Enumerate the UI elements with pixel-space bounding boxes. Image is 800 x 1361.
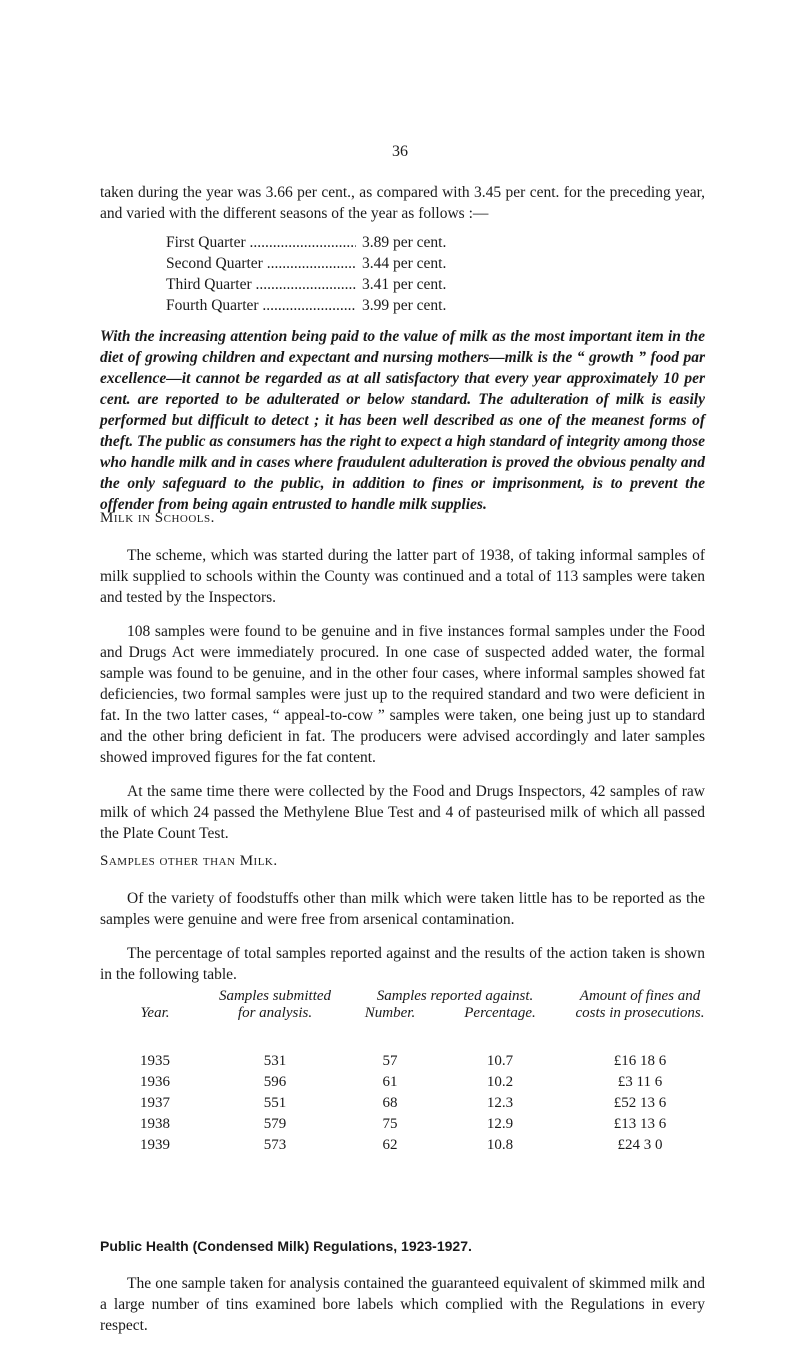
table-row	[100, 1072, 705, 1093]
quarter-value: 3.41 per cent.	[362, 276, 447, 293]
cell-number: 75	[382, 1116, 398, 1132]
cell-percentage: 10.7	[486, 1053, 514, 1069]
samples-table	[100, 984, 705, 1156]
cell-year: 1939	[140, 1137, 170, 1153]
list-item	[166, 232, 502, 253]
quarterly-figures-list	[166, 232, 502, 316]
quarter-label: Second Quarter .....	[166, 253, 356, 274]
intro-paragraph: taken during the year was 3.66 per cent., as compared with 3.45 per cent. for the preceding year, and varied with the different seasons of the year as follows :—	[100, 184, 705, 222]
list-item	[166, 295, 502, 316]
cell-number: 68	[382, 1095, 398, 1111]
milk-adulteration-paragraph: With the increasing attention being paid to the value of milk as the most important item in the diet of growing children and expectant and nursing mothers—milk is the “ growth ” food par excellence—it cannot be regarded as at all satisfactory that every year approximately 10 per cent. are reported to be adulterated or below standard. The adulteration of milk is easily performed but difficult to detect ; it has been well described as one of the meanest forms of theft. The public as consumers has the right to expect a high standard of integrity among those who handle milk and in cases where fraudulent adulteration is proved the obvious penalty and the only safeguard to the public, in addition to fines or imprisonment, is to prevent the offender from being again entrusted to handle milk supplies.	[100, 328, 705, 513]
cell-number: 61	[382, 1074, 398, 1090]
cell-year: 1937	[140, 1095, 170, 1111]
table-row	[100, 1051, 705, 1072]
cell-percentage: 12.9	[486, 1116, 514, 1132]
cell-fines: £3 11 6	[617, 1074, 663, 1090]
cell-year: 1935	[140, 1053, 170, 1069]
header-year: Year.	[140, 1005, 170, 1021]
cell-number: 57	[382, 1053, 398, 1069]
regulations-heading: Public Health (Condensed Milk) Regulations, 1923-1927.	[100, 1238, 472, 1254]
header-fines: Amount of fines and costs in prosecutions.	[575, 988, 705, 1021]
table-header	[100, 984, 705, 1051]
cell-submitted: 579	[263, 1116, 287, 1132]
cell-percentage: 10.8	[486, 1137, 514, 1153]
cell-submitted: 596	[263, 1074, 287, 1090]
cell-submitted: 573	[263, 1137, 287, 1153]
cell-percentage: 12.3	[486, 1095, 514, 1111]
quarter-value: 3.89 per cent.	[362, 234, 447, 251]
samples-other-paragraph-1: Of the variety of foodstuffs other than milk which were taken little has to be reported as the samples were genuine and were free from arsenical contamination.	[100, 890, 705, 928]
cell-number: 62	[382, 1137, 398, 1153]
milk-in-schools-paragraph-2: 108 samples were found to be genuine and in five instances formal samples under the Food and Drugs Act were immediately procured. In one case of suspected added water, the formal sample was found to be genuine, and in the other four cases, where informal samples showed fat deficiencies, two formal samples were just up to the required standard and two were deficient in fat. In the two latter cases, “ appeal-to-cow ” samples were taken, one being just up to standard and the other bring deficient in fat. The producers were advised accordingly and later samples showed improved figures for the fat content.	[100, 623, 705, 766]
quarter-label: Third Quarter .....	[166, 274, 356, 295]
regulations-paragraph: The one sample taken for analysis contained the guaranteed equivalent of skimmed milk and a large number of tins examined bore labels which complied with the Regulations in every respect.	[100, 1275, 705, 1334]
table-row	[100, 1114, 705, 1135]
header-percentage: Percentage.	[464, 1005, 536, 1021]
list-item	[166, 253, 502, 274]
cell-fines: £24 3 0	[617, 1137, 663, 1153]
list-item	[166, 274, 502, 295]
quarter-value: 3.99 per cent.	[362, 297, 447, 314]
cell-fines: £13 13 6	[613, 1116, 667, 1132]
milk-in-schools-paragraph-3: At the same time there were collected by the Food and Drugs Inspectors, 42 samples of raw milk of which 24 passed the Methylene Blue Test and 4 of pasteurised milk of which all passed the Plate Count Test.	[100, 783, 705, 842]
quarter-label: Fourth Quarter .....	[166, 295, 356, 316]
milk-in-schools-heading: Milk in Schools.	[100, 510, 215, 526]
table-row	[100, 1093, 705, 1114]
cell-year: 1936	[140, 1074, 170, 1090]
cell-percentage: 10.2	[486, 1074, 514, 1090]
samples-other-paragraph-2: The percentage of total samples reported against and the results of the action taken is shown in the following table.	[100, 945, 705, 983]
quarter-value: 3.44 per cent.	[362, 255, 447, 272]
header-submitted: Samples submitted for analysis.	[218, 988, 332, 1021]
table-row	[100, 1135, 705, 1156]
cell-submitted: 531	[263, 1053, 287, 1069]
cell-fines: £52 13 6	[613, 1095, 667, 1111]
cell-submitted: 551	[263, 1095, 287, 1111]
cell-fines: £16 18 6	[613, 1053, 667, 1069]
milk-in-schools-paragraph-1: The scheme, which was started during the latter part of 1938, of taking informal samples of milk supplied to schools within the County was continued and a total of 113 samples were taken and tested by the Inspectors.	[100, 547, 705, 606]
cell-year: 1938	[140, 1116, 170, 1132]
quarter-label: First Quarter .....	[166, 232, 356, 253]
page-number: 36	[392, 143, 408, 160]
header-reported-against: Samples reported against.	[376, 988, 534, 1004]
header-number: Number.	[364, 1005, 416, 1021]
samples-other-than-milk-heading: Samples other than Milk.	[100, 853, 278, 869]
